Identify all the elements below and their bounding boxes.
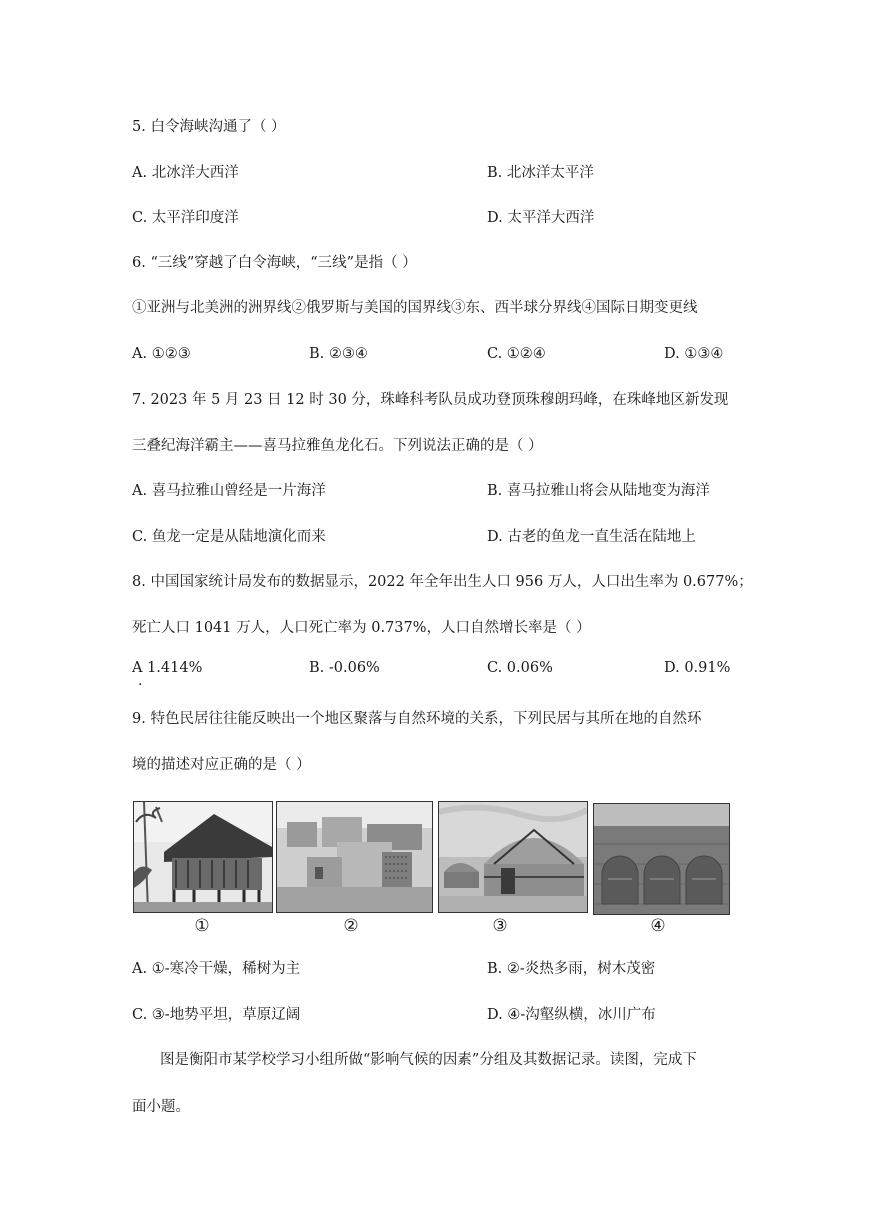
q8-option-a: A 1.414% (132, 660, 203, 676)
q9-option-c: C. ③-地势平坦，草原辽阔 (132, 1007, 301, 1023)
q9-stem-line2: 境的描述对应正确的是（ ） (132, 757, 311, 773)
q8-stem-line1: 8. 中国国家统计局发布的数据显示，2022 年全年出生人口 956 万人，人口出生率为 0.677%； (132, 574, 753, 590)
intro-line2: 面小题。 (132, 1099, 190, 1115)
q5-option-d: D. 太平洋大西洋 (487, 210, 595, 226)
q9-option-a: A. ①-寒冷干燥，稀树为主 (132, 961, 301, 977)
q9-option-d: D. ④-沟壑纵横，冰川广布 (487, 1007, 656, 1023)
adobe-house-photo (276, 801, 433, 913)
photo-caption-2: ② (343, 916, 359, 936)
cave-dwelling-photo (593, 803, 730, 915)
q5-option-c: C. 太平洋印度洋 (132, 210, 239, 226)
q6-option-a: A. ①②③ (132, 346, 191, 362)
yurt-photo (438, 801, 588, 913)
q8-option-c: C. 0.06% (487, 660, 553, 676)
q6-option-d: D. ①③④ (664, 346, 724, 362)
q6-statement: ①亚洲与北美洲的洲界线②俄罗斯与美国的国界线③东、西半球分界线④国际日期变更线 (132, 300, 698, 316)
q9-option-b: B. ②-炎热多雨，树木茂密 (487, 961, 656, 977)
q7-option-a: A. 喜马拉雅山曾经是一片海洋 (132, 483, 326, 499)
q5-option-b: B. 北冰洋太平洋 (487, 165, 594, 181)
q6-option-c: C. ①②④ (487, 346, 546, 362)
q7-stem-line2: 三叠纪海洋霸主——喜马拉雅鱼龙化石。下列说法正确的是（ ） (132, 438, 543, 454)
q6-option-b: B. ②③④ (309, 346, 368, 362)
q8-option-d: D. 0.91% (664, 660, 731, 676)
q9-stem-line1: 9. 特色民居往往能反映出一个地区聚落与自然环境的关系，下列民居与其所在地的自然环 (132, 711, 702, 727)
q7-option-c: C. 鱼龙一定是从陆地演化而来 (132, 529, 326, 545)
q7-option-d: D. 古老的鱼龙一直生活在陆地上 (487, 529, 696, 545)
q6-stem: 6. “三线”穿越了白令海峡，“三线”是指（ ） (132, 255, 417, 271)
q8-stem-line2: 死亡人口 1041 万人，人口死亡率为 0.737%，人口自然增长率是（ ） (132, 620, 591, 636)
photo-caption-4: ④ (650, 916, 666, 936)
intro-line1: 图是衡阳市某学校学习小组所做“影响气候的因素”分组及其数据记录。读图，完成下 (160, 1052, 697, 1068)
q8-option-b: B. -0.06% (309, 660, 380, 676)
q7-stem-line1: 7. 2023 年 5 月 23 日 12 时 30 分，珠峰科考队员成功登顶珠穆朗玛峰，在珠峰地区新发现 (132, 392, 729, 408)
q8-stray-dot: . (138, 673, 143, 689)
q5-stem: 5. 白令海峡沟通了（ ） (132, 119, 286, 135)
photo-caption-3: ③ (492, 916, 508, 936)
photo-caption-1: ① (194, 916, 210, 936)
q5-option-a: A. 北冰洋大西洋 (132, 165, 239, 181)
q7-option-b: B. 喜马拉雅山将会从陆地变为海洋 (487, 483, 710, 499)
stilt-house-photo (133, 801, 273, 913)
